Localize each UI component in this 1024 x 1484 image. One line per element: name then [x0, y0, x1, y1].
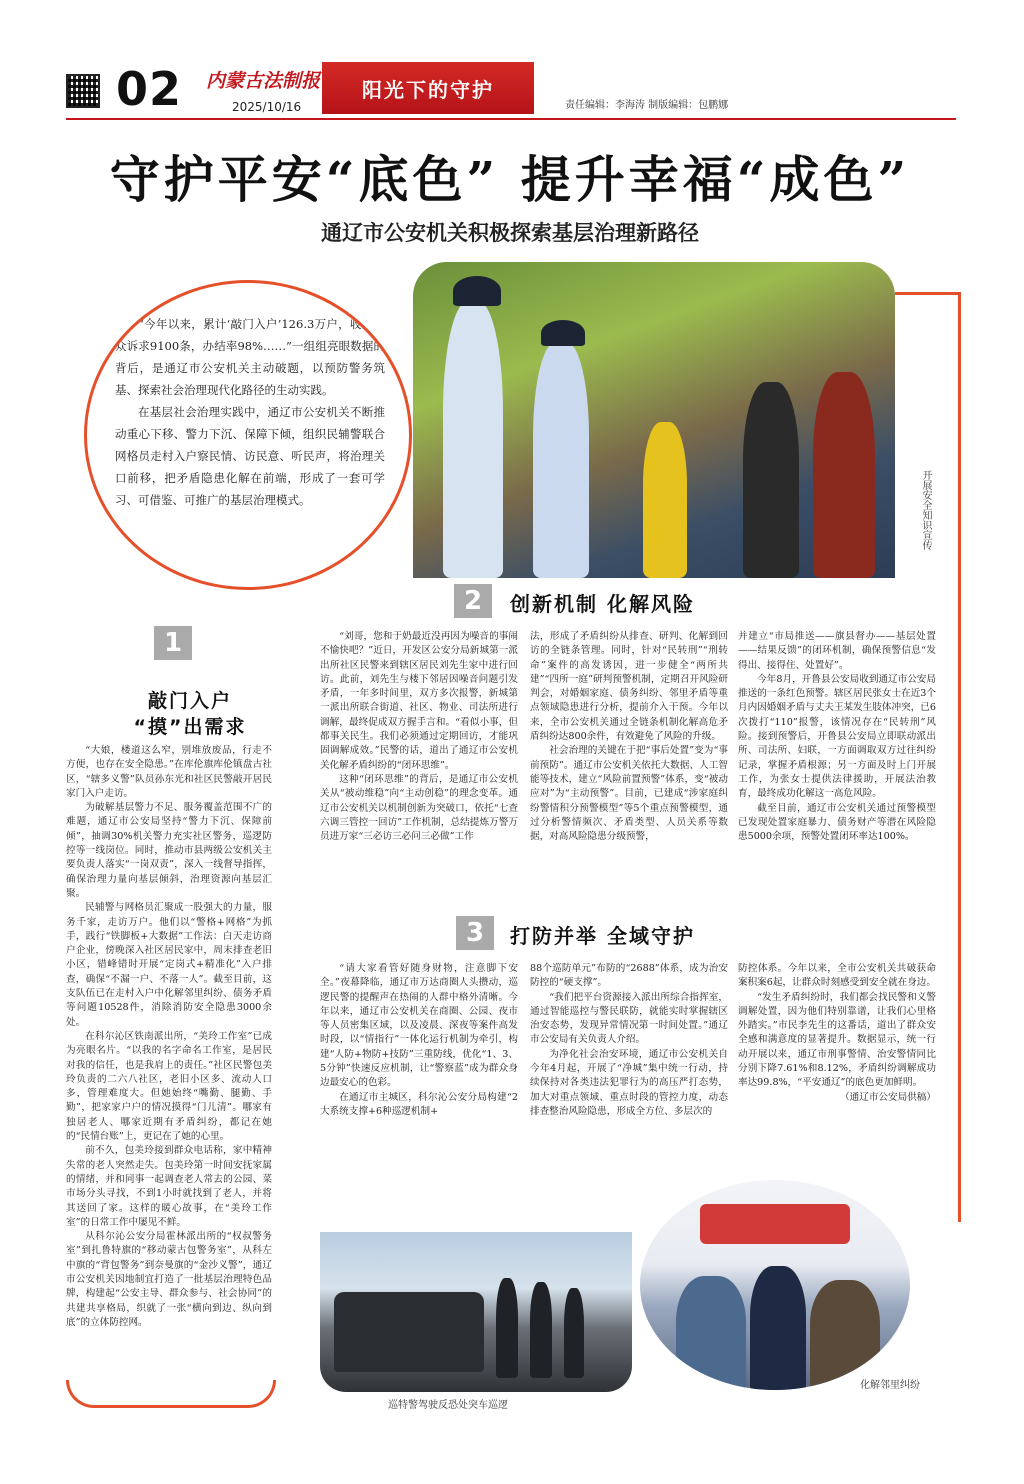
- section1-paragraph: 前不久，包美玲接到群众电话称，家中精神失常的老人突然走失。包美玲第一时间安抚家属的情绪，并和同事一起调查老人常去的公园、菜市场分头寻找，不到1小时就找到了老人，并将其送回了家。这样的暖心故事，在“美玲工作室”的日常工作中屡见不鲜。: [66, 1145, 272, 1228]
- section2-paragraph: 截至目前，通辽市公安机关通过预警模型已发现处置家庭暴力、债务财产等潜在风险隐患5000余项，预警处置闭环率达100%。: [738, 802, 936, 843]
- intro-text: [115, 313, 385, 511]
- qr-code: [66, 74, 100, 108]
- photo-police-patrol: [320, 1232, 632, 1392]
- section1-paragraph: 从科尔沁公安分局霍林派出所的“权叔警务室”到扎鲁特旗的“移动蒙古包警务室”，从科左中旗的“背包警务”到奈曼旗的“金沙义警”，通辽市公安机关因地制宜打造了一批基层治理特色品牌，构建起“公安主导、群众参与、社会协同”的共建共享格局，织就了一张“横向到边、纵向到底”的立体防控网。: [66, 1231, 272, 1328]
- section-banner: 阳光下的守护: [322, 62, 534, 114]
- section3-paragraph: “我们把平台资源接入派出所综合指挥室，通过智能巡控与警民联防，就能实时掌握辖区治安态势，发现异常情况第一时间处置。”通辽市公安局有关负责人介绍。: [530, 991, 728, 1046]
- intro-paragraph: “今年以来，累计‘敲门入户’126.3万户，收集群众诉求9100条，办结率98%……”一组组亮眼数据的背后，是通辽市公安机关主动破题，以预防警务筑基、探索社会治理现代化路径的生动实践。: [115, 317, 385, 397]
- frame-line-right: [958, 292, 961, 1222]
- section2-paragraph: 今年8月，开鲁县公安局收到通辽市公安局推送的一条红色预警。辖区居民张女士在近3个月内因婚姻矛盾与丈夫王某发生肢体冲突，已6次拨打“110”报警，该情况存在“民转刑”风险。接到预警后，开鲁县公安局立即联动派出所、司法所、妇联，一方面调取双方过往纠纷记录，掌握矛盾根源；另一方面及时上门开展工作，为张女士提供法律援助，开展法治教育，最终成功化解这一高危风险。: [738, 673, 936, 800]
- section2-paragraph: 并建立“市局推送——旗县督办——基层处置——结果反馈”的闭环机制，确保预警信息“发得出、接得住、处置好”。: [738, 631, 936, 671]
- section1-paragraph: 民辅警与网格员汇聚成一股强大的力量，服务千家，走访万户。他们以“警格+网格”为抓手，践行“铁脚板+大数据”工作法：白天走访商户企业，傍晚深入社区居民家中，周末排查老旧小区，错峰错时开展“定岗式+精准化”入户排查，确保“不漏一户、不落一人”。截至目前，这支队伍已在走村入户中化解邻里纠纷、债务矛盾等问题10528件，消除消防安全隐患3000余处。: [66, 902, 272, 1028]
- section3-title: 打防并举 全域守护: [510, 924, 695, 948]
- masthead-logo: 内蒙古法制报: [206, 70, 321, 92]
- section3-paragraph: “请大家看管好随身财物，注意脚下安全。”夜幕降临，通辽市万达商圈人头攒动，巡逻民警的提醒声在热闹的人群中格外清晰。今年以来，通辽市公安机关在商圈、公园、夜市等人员密集区域，以及凌晨、深夜等案件高发时段，以“情指行”一体化运行机制为牵引，构建“人防+物防+技防”三重防线，优化“1、3、5分钟”快速反应机制，让“警察蓝”成为群众身边最安心的色彩。: [320, 963, 518, 1089]
- section3-paragraph: 为净化社会治安环境，通辽市公安机关自今年4月起，开展了“净城”集中统一行动，持续保持对各类违法犯罪行为的高压严打态势，加大对重点领域、重点时段的管控力度，动态排查整治风险隐患，形成全方位、多层次的: [530, 1048, 728, 1117]
- frame-line-top: [895, 292, 961, 295]
- section3-col1: [320, 962, 518, 1178]
- section3-paragraph: “发生矛盾纠纷时，我们都会找民警和义警调解处置，因为他们特别靠谱，让我们心里格外踏实。”市民李先生的这番话，道出了群众安全感和满意度的显著提升。数据显示，统一行动开展以来，通辽市刑事警情、治安警情同比分别下降7.61%和8.12%，矛盾纠纷调解成功率达99.8%，“平安通辽”的底色更加鲜明。: [738, 991, 936, 1089]
- issue-date: 2025/10/16: [232, 100, 302, 114]
- section1-body: [66, 744, 272, 1360]
- section3-paragraph: 防控体系。今年以来，全市公安机关共破获命案积案6起，让群众时刻感受到安全就在身边。: [738, 963, 936, 989]
- header-rule: [66, 118, 956, 120]
- section1-title-line2: “摸”出需求: [133, 716, 247, 738]
- photo-caption-main: 开展安全知识宣传: [920, 470, 931, 550]
- editors-credit: 责任编辑：李海涛 制版编辑：包鹏娜: [565, 100, 729, 111]
- section2-paragraph: 这种“闭环思维”的背后，是通辽市公安机关从“被动维稳”向“主动创稳”的理念变革。通辽市公安机关以机制创新为突破口，依托“七查六调三管控一回访”工作机制，总结提炼万警万员进万家“三必访三必问三必做”工作: [320, 773, 518, 843]
- frame-line-bottom-left: [66, 1380, 276, 1408]
- section1-paragraph: “大娘，楼道这么窄，别堆放废品，行走不方便，也存在安全隐患。”在库伦旗库伦镇盘古社区，“辖多义警”队员孙东光和社区民警敲开居民家门入户走访。: [66, 745, 272, 799]
- section3-number: 3: [456, 916, 494, 950]
- photo-caption-police: 巡特警驾驶反恐处突车巡逻: [388, 1400, 508, 1411]
- section3-col3: [738, 962, 936, 1178]
- subheadline: 通辽市公安机关积极探索基层治理新路径: [321, 221, 699, 245]
- section2-number: 2: [454, 584, 492, 618]
- section3-paragraph: 在通辽市主城区，科尔沁公安分局构建“2大系统支撑+6种巡逻机制+: [320, 1091, 518, 1117]
- section3-credit: （通辽市公安局供稿）: [840, 1091, 936, 1103]
- section3-paragraph: 88个巡防单元”布防的“2688”体系，成为治安防控的“硬支撑”。: [530, 963, 728, 989]
- section1-paragraph: 为破解基层警力不足、服务覆盖范围不广的难题，通辽市公安局坚持“警力下沉、保障前倾”，抽调30%机关警力充实社区警务，巡逻防控等一线岗位。同时，推动市县两级公安机关主要负责人落实“一岗双责”，深入一线督导指挥，确保治理力量向基层倾斜，治理资源向基层汇聚。: [66, 802, 272, 899]
- photo-safety-outreach: [413, 262, 895, 578]
- section3-col2: [530, 962, 728, 1178]
- section2-paragraph: “刘哥，您和于奶最近没再因为噪音的事闹不愉快吧？”近日，开发区公安分局新城第一派出所社区民警来到辖区居民刘先生家中进行回访。此前，刘先生与楼下邻居因噪音问题引发矛盾，一年多时间里，双方多次报警，新城第一派出所联合街道、社区、物业、司法所进行调解，最终促成双方握手言和。“看似小事，但都事关民生。我们必须通过定期回访，才能巩固调解成效。”民警的话，道出了通辽市公安机关化解矛盾纠纷的“闭环思维”。: [320, 631, 518, 771]
- section2-col1: [320, 630, 518, 930]
- headline: 守护平安“底色” 提升幸福“成色”: [109, 150, 911, 209]
- section2-paragraph: 社会治理的关键在于把“事后处置”变为“事前预防”。通辽市公安机关依托大数据、人工智能等技术，建立“风险前置预警”体系，变“被动应对”为“主动预警”。目前，已建成“涉家庭纠纷警情积分预警模型”等5个重点预警模型，通过分析警情频次、矛盾类型、人员关系等数据，对高风险隐患分级预警，: [530, 745, 728, 843]
- section1-paragraph: 在科尔沁区铁南派出所，“美玲工作室”已成为亮眼名片。“以我的名字命名工作室，是居民对我的信任，也是我肩上的责任。”社区民警包美玲负责的二六八社区，老旧小区多、流动人口多，管理难度大。但她始终“嘴勤、腿勤、手勤”，把家家户户的情况摸得“门儿清”。哪家有独居老人、哪家近期有矛盾纠纷，都记在她的“民情台账”上，更记在了她的心里。: [66, 1030, 272, 1143]
- section2-paragraph: 法，形成了矛盾纠纷从排查、研判、化解到回访的全链条管理。同时，针对“民转刑”“刑转命”案件的高发诱因，进一步健全“两所共建”“四所一庭”研判预警机制，定期召开风险研判会，对婚姻家庭、债务纠纷、邻里矛盾等重点领域隐患进行分析，提前介入干预。今年以来，全市公安机关通过全链条机制化解高危矛盾纠纷达800余件，有效避免了风险的升级。: [530, 631, 728, 743]
- photo-caption-talk: 化解邻里纠纷: [860, 1380, 920, 1391]
- section2-col3: [738, 630, 936, 930]
- photo-dispute-mediation: [640, 1180, 910, 1390]
- page-number: 02: [116, 62, 183, 116]
- section1-title-line1: 敲门入户: [147, 690, 232, 712]
- intro-paragraph: 在基层社会治理实践中，通辽市公安机关不断推动重心下移、警力下沉、保障下倾，组织民辅警联合网格员走村入户察民情、访民意、听民声，将治理关口前移，把矛盾隐患化解在前端，形成了一套可学习、可借鉴、可推广的基层治理模式。: [115, 405, 385, 507]
- intro-circle: [84, 280, 412, 590]
- section1-number: 1: [154, 626, 192, 660]
- section2-title: 创新机制 化解风险: [510, 592, 695, 616]
- section2-col2: [530, 630, 728, 930]
